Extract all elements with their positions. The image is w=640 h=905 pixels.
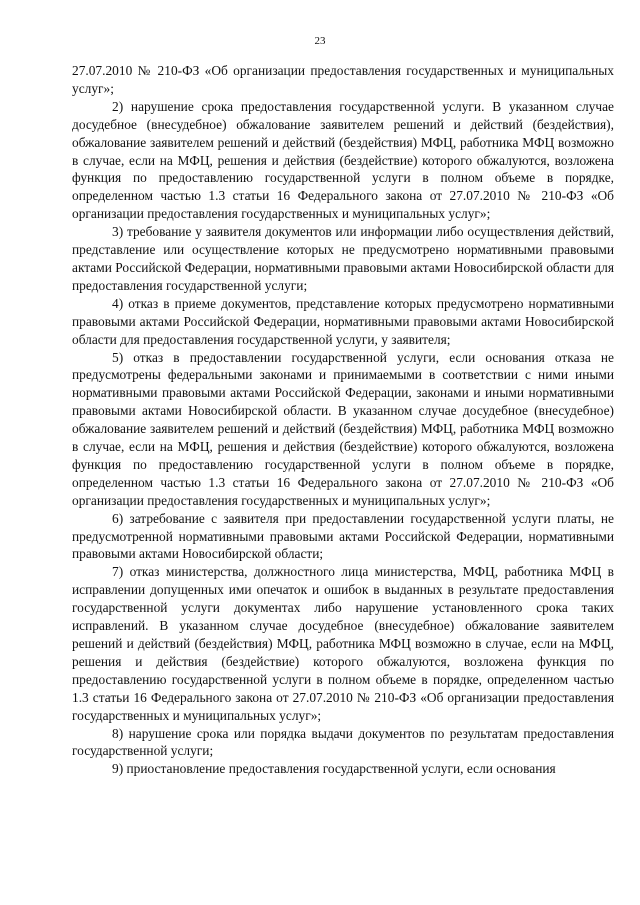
paragraph-item-5: 5) отказ в предоставлении государственной услуги, если основания отказа не предусмотрены федеральными законами и принимаемыми в соответствии с ними иными нормативными правовыми актами Российской Федерации, законами и иными нормативными правовыми актами Новосибирской области. В указанном случае досудебное (внесудебное) обжалование заявителем решений и действий (бездействия) МФЦ, работника МФЦ возможно в случае, если на МФЦ, решения и действия (бездействие) которого обжалуются, возложена функция по предоставлению государственной услуги в полном объеме в порядке, определенном частью 1.3 статьи 16 Федерального закона от 27.07.2010 № 210-ФЗ «Об организации предоставления государственных и муниципальных услуг»; [72,349,614,508]
page-number: 23 [314,35,326,47]
paragraph-item-2: 2) нарушение срока предоставления государственной услуги. В указанном случае досудебное (внесудебное) обжалование заявителем решений и действий (бездействия), обжалование заявителем решений и действий (бездействия) МФЦ, работника МФЦ возможно в случае, если на МФЦ, решения и действия (бездействие) которого обжалуются, возложена функция по предоставлению государственной услуги в полном объеме в порядке, определенном частью 1.3 статьи 16 Федерального закона от 27.07.2010 № 210-ФЗ «Об организации предоставления государственных и муниципальных услуг»; [72,98,614,222]
document-body [72,62,614,778]
paragraph-item-7: 7) отказ министерства, должностного лица министерства, МФЦ, работника МФЦ в исправлении допущенных ими опечаток и ошибок в выданных в результате предоставления государственной услуги документах либо нарушение установленного срока таких исправлений. В указанном случае досудебное (внесудебное) обжалование заявителем решений и действий (бездействия) МФЦ, работника МФЦ возможно в случае, если на МФЦ, решения и действия (бездействие) которого обжалуются, возложена функция по предоставлению государственной услуги в полном объеме в порядке, определенном частью 1.3 статьи 16 Федерального закона от 27.07.2010 № 210-ФЗ «Об организации предоставления государственных и муниципальных услуг»; [72,564,614,723]
paragraph-item-4: 4) отказ в приеме документов, представление которых предусмотрено нормативными правовыми актами Российской Федерации, нормативными правовыми актами Новосибирской области для предоставления государственной услуги, у заявителя; [72,295,614,347]
paragraph-item-6: 6) затребование с заявителя при предоставлении государственной услуги платы, не предусмотренной нормативными правовыми актами Российской Федерации, нормативными правовыми актами Новосибирской области; [72,510,614,562]
paragraph-item-3: 3) требование у заявителя документов или информации либо осуществления действий, представление или осуществление которых не предусмотрено нормативными правовыми актами Российской Федерации, нормативными правовыми актами Новосибирской области для предоставления государственной услуги; [72,224,614,293]
paragraph-item-9: 9) приостановление предоставления государственной услуги, если основания [112,761,556,777]
paragraph-item-8: 8) нарушение срока или порядка выдачи документов по результатам предоставления государственной услуги; [72,725,614,759]
paragraph-continuation: 27.07.2010 № 210-ФЗ «Об организации предоставления государственных и муниципальных услуг»; [72,63,614,96]
